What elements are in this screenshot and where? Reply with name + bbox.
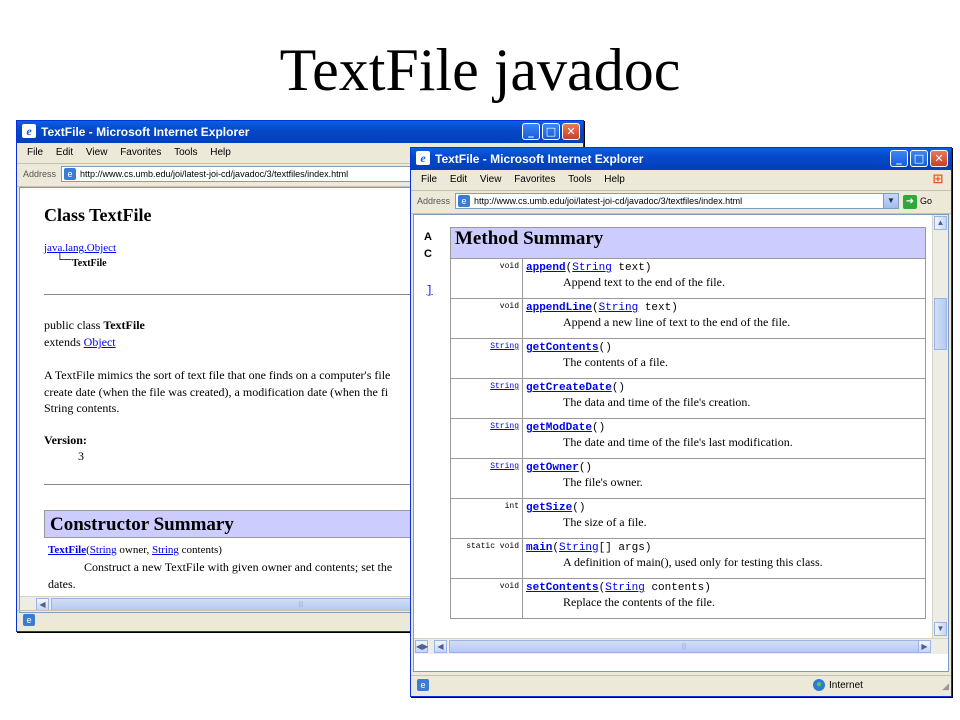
method-cell [523,539,926,579]
description-line-3: String contents. [44,401,120,415]
method-cell [523,499,926,539]
clipped-text: A [424,231,432,243]
menu-edit[interactable]: Edit [55,147,74,158]
method-params: () [592,422,606,434]
menu-view[interactable]: View [85,147,108,158]
scroll-left-icon[interactable]: ◀ [434,640,447,653]
method-params: [] args) [598,542,652,554]
version-label: Version: [44,433,87,447]
page-icon: e [417,679,429,691]
version-value: 3 [78,449,84,463]
description-line-1: A TextFile mimics the sort of text file that one finds on a computer's file [44,368,391,382]
scroll-down-icon[interactable]: ▼ [934,622,947,636]
method-signature [526,382,925,394]
page-icon: e [23,614,35,626]
method-row [451,459,926,499]
right-title-bar[interactable] [411,148,951,170]
method-description: The file's owner. [563,475,643,489]
window-title: TextFile - Microsoft Internet Explorer [41,125,250,139]
address-label: Address [417,196,451,206]
ie-icon: e [416,151,430,165]
method-params: ( [592,302,599,314]
hierarchy-child: TextFile [72,258,107,269]
method-cell [523,379,926,419]
class-title: Class TextFile [44,205,152,225]
internet-zone-icon: ● [813,679,825,691]
method-return-type[interactable]: String [451,379,523,419]
object-link[interactable]: Object [83,335,116,349]
method-cell [523,259,926,299]
method-params: ( [565,262,573,274]
method-params: text) [638,302,678,314]
menu-view[interactable]: View [479,174,502,185]
menu-tools[interactable]: Tools [174,147,198,158]
method-name-link[interactable]: setContents [526,582,599,594]
method-return-type: static void [451,539,523,579]
method-description: A definition of main(), used only for testing this class. [563,555,823,569]
scroll-thumb[interactable] [934,298,947,350]
method-description: Append a new line of text to the end of the file. [563,315,791,329]
string-link[interactable]: String [605,582,645,594]
ctor-name-link[interactable]: TextFile [48,544,87,556]
method-params: () [598,342,612,354]
string-link[interactable]: String [572,262,612,274]
method-row [451,499,926,539]
url-text: http://www.cs.umb.edu/joi/latest-joi-cd/javadoc/3/textfiles/index.html [474,196,743,206]
constructor-desc-1: Construct a new TextFile with given owner and contents; set the [84,560,393,574]
scroll-left-icon[interactable]: ◀ [36,598,49,611]
constructor-summary-header: Constructor Summary [44,510,574,538]
menu-help[interactable]: Help [604,174,625,185]
method-return-type: void [451,299,523,339]
menu-favorites[interactable]: Favorites [514,174,556,185]
method-params: text) [611,262,652,274]
method-summary-header: Method Summary [451,228,926,259]
method-name-link[interactable]: append [526,262,566,274]
method-signature [526,542,925,554]
method-row [451,379,926,419]
method-description: The data and time of the file's creation. [563,395,751,409]
go-arrow-icon: ➜ [903,195,917,209]
go-button[interactable]: ➜ Go [903,193,932,209]
method-name-link[interactable]: getSize [526,502,573,514]
right-browser-window [410,147,952,697]
minimize-icon[interactable]: _ [522,123,540,140]
method-return-type[interactable]: String [451,339,523,379]
method-cell [523,419,926,459]
resize-grip-icon[interactable]: ◢ [942,681,949,691]
method-return-type: int [451,499,523,539]
method-params: () [611,382,626,394]
status-zone: Internet [829,680,863,691]
method-row [451,539,926,579]
method-description: Append text to the end of the file. [563,275,725,289]
method-name-link[interactable]: getCreateDate [526,382,612,394]
right-page-content [413,214,949,672]
left-title-bar[interactable] [17,121,583,143]
method-signature [526,422,925,434]
method-description: The size of a file. [563,515,647,529]
url-text: http://www.cs.umb.edu/joi/latest-joi-cd/javadoc/3/textfiles/index.html [80,169,349,179]
page-icon: e [458,195,470,207]
right-address-bar [411,191,951,214]
method-cell [523,459,926,499]
string-link[interactable]: String [151,544,179,556]
windows-logo-icon: ⊞ [932,172,944,187]
constructor-desc-2: dates. [48,577,76,591]
hierarchy-branch: └─ [56,254,72,266]
menu-edit[interactable]: Edit [449,174,468,185]
constructor-signature: TextFile(String owner, String contents) [48,544,222,556]
scroll-right-icon[interactable]: ▶ [918,640,931,653]
method-row [451,339,926,379]
method-signature [526,342,925,354]
close-icon[interactable]: ✕ [562,123,580,140]
frame-resize-icon[interactable]: ◀▶ [416,642,429,651]
method-row [451,259,926,299]
method-cell [523,339,926,379]
page-icon: e [64,168,76,180]
clipped-link[interactable]: ] [426,285,433,297]
method-row [451,419,926,459]
method-name-link[interactable]: appendLine [526,302,593,314]
class-declaration: public class TextFile [44,318,145,332]
right-status-bar [411,675,951,696]
method-return-type: void [451,259,523,299]
method-summary-table [450,227,926,619]
slide-title: TextFile javadoc [279,37,681,103]
method-return-type: void [451,579,523,619]
description-line-2: create date (when the file was created), a modification date (when the fi [44,385,389,399]
method-signature [526,502,925,514]
method-params: () [572,502,586,514]
method-params: contents) [644,582,711,594]
method-cell [523,299,926,339]
method-name-link[interactable]: getContents [526,342,599,354]
method-row [451,299,926,339]
scroll-up-icon[interactable]: ▲ [934,216,947,230]
method-params: ( [552,542,560,554]
right-vertical-scrollbar[interactable] [932,215,948,638]
method-description: Replace the contents of the file. [563,595,715,609]
address-input[interactable] [455,193,899,209]
method-name-link[interactable]: getModDate [526,422,593,434]
method-params: () [578,462,593,474]
clipped-text: C [424,248,432,260]
method-row [451,579,926,619]
menu-favorites[interactable]: Favorites [120,147,162,158]
right-menu-bar [411,170,951,191]
menu-file[interactable]: File [421,174,438,185]
scroll-thumb[interactable]: ||| [449,640,919,653]
maximize-icon[interactable]: □ [910,150,928,167]
address-dropdown-icon[interactable]: ▼ [883,193,899,209]
close-icon[interactable]: ✕ [930,150,948,167]
menu-file[interactable]: File [27,147,44,158]
maximize-icon[interactable]: □ [542,123,560,140]
method-signature [526,582,925,594]
string-link[interactable]: String [598,302,639,314]
scroll-thumb[interactable]: ||| [51,598,551,611]
minimize-icon[interactable]: _ [890,150,908,167]
extends-line: extends Object [44,335,116,349]
java-lang-object-link[interactable]: java.lang.Object [44,242,117,254]
right-horizontal-scrollbar[interactable] [414,638,948,654]
method-name-link[interactable]: getOwner [526,462,579,474]
string-link[interactable]: String [559,542,599,554]
address-label: Address [23,169,57,179]
method-description: The date and time of the file's last modification. [563,435,793,449]
method-description: The contents of a file. [563,355,668,369]
string-link[interactable]: String [89,544,117,556]
method-signature [526,262,925,274]
method-signature [526,302,925,314]
menu-tools[interactable]: Tools [568,174,592,185]
method-name-link[interactable]: main [526,542,553,554]
method-signature [526,462,925,474]
method-return-type[interactable]: String [451,459,523,499]
menu-help[interactable]: Help [210,147,231,158]
method-cell [523,579,926,619]
method-params: ( [598,582,606,594]
window-title: TextFile - Microsoft Internet Explorer [435,152,644,166]
ie-icon: e [22,124,36,138]
method-return-type[interactable]: String [451,419,523,459]
